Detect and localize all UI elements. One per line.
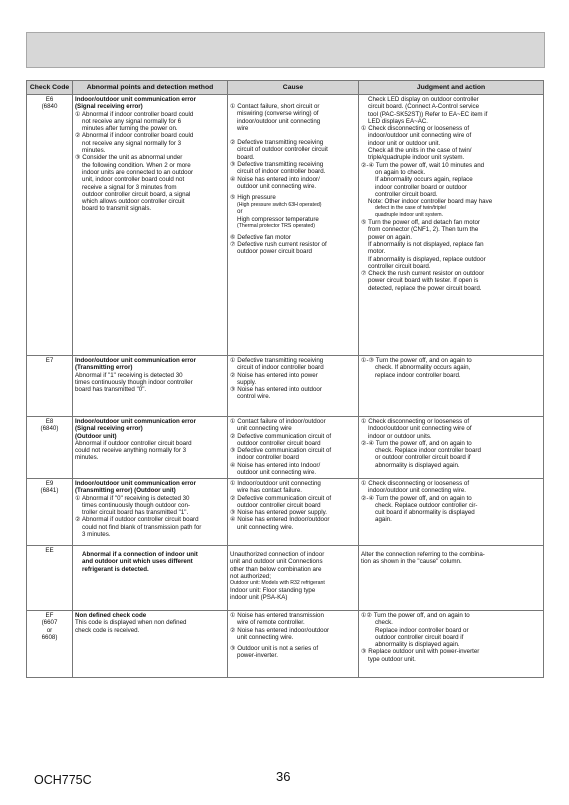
text-line: wire has contact failure.	[237, 487, 302, 495]
text-line: or	[237, 208, 243, 216]
text-line: circuit board. (Connect A-Control service	[368, 103, 480, 111]
text-line: circuit of indoor controller board	[237, 364, 324, 372]
text-line: indoor controller board or outdoor	[375, 183, 467, 191]
text-line: ② Abnormal if outdoor controller circuit board	[75, 516, 199, 524]
model-number: OCH775C	[34, 773, 92, 787]
check-code-text: (6607	[41, 619, 58, 627]
check-code-text: EE	[45, 547, 54, 554]
header-detection-method: Abnormal points and detection method	[73, 81, 228, 95]
text-line: minutes.	[75, 454, 99, 462]
check-code-text: E7	[45, 357, 54, 364]
text-line: refrigerant is detected.	[82, 565, 149, 573]
text-line: indoor or outdoor units.	[368, 432, 432, 440]
text-line: again.	[375, 516, 392, 524]
text-line: power-inverter.	[237, 652, 278, 660]
text-line: troller circuit board has transmitted "1".	[82, 509, 189, 517]
text-line: Check all the units in the case of twin/	[368, 147, 472, 155]
text-line: outdoor power circuit board	[237, 248, 312, 256]
detection-cell	[73, 356, 228, 417]
text-line: ① Check disconnecting or looseness of	[361, 480, 470, 487]
text-line: ②-④ Turn the power off, wait 10 minutes and	[361, 161, 485, 169]
check-code-text: or	[46, 626, 53, 634]
check-code-text: (6840	[41, 103, 58, 111]
action-cell	[359, 546, 544, 611]
text-line: triple/quadruple indoor unit system.	[368, 154, 465, 162]
table-row	[27, 356, 544, 417]
text-line: unit connecting wire	[237, 425, 292, 433]
text-line: outdoor unit connecting wire.	[237, 469, 317, 477]
table-row	[27, 95, 544, 356]
text-line: tool (PAC-SK52ST)) Refer to EA~EC item if	[368, 110, 488, 118]
text-line: receive a signal for 3 minutes from	[82, 183, 177, 191]
text-line: ⑦ Defective rush current resistor of	[230, 241, 327, 249]
text-line: ① Defective transmitting receiving	[230, 357, 324, 364]
text-line: replace indoor controller board.	[375, 371, 461, 379]
text-line: ③ Defective communication circuit of	[230, 447, 332, 455]
text-line: wire of remote controller.	[237, 619, 305, 627]
table-row	[27, 479, 544, 546]
text-line: cuit board if abnormality is displayed	[375, 509, 475, 517]
check-code-text: 6608)	[41, 633, 58, 641]
text-line: not receive any signal normally for 6	[82, 117, 182, 125]
text-line: controller circuit board.	[375, 190, 438, 198]
text-line: miswiring (converse wiring) of	[237, 110, 319, 118]
text-line: which allows outdoor controller circuit	[82, 198, 185, 206]
header-cause: Cause	[228, 81, 359, 95]
detection-cell	[73, 95, 228, 356]
text-line: ① Indoor/outdoor unit connecting	[230, 480, 321, 487]
text-line: unit connecting wire.	[237, 523, 294, 531]
cause-cell	[228, 95, 359, 356]
text-line: 3 minutes.	[82, 531, 111, 539]
page-number: 36	[276, 769, 291, 784]
text-line: ② Noise has entered indoor/outdoor	[230, 626, 330, 634]
text-line: (Thermal protector TRS operated)	[237, 222, 316, 229]
text-line: ③ Defective transmitting receiving	[230, 161, 324, 169]
text-line: Note: Other indoor controller board may have	[368, 198, 493, 206]
text-line: Indoor/outdoor unit communication error	[75, 96, 196, 103]
text-line: ② Abnormal if indoor controller board could	[75, 132, 194, 140]
cause-cell	[228, 611, 359, 678]
text-line: If abnormality is displayed, replace outdoor	[368, 255, 486, 263]
text-line: ① Check disconnecting or looseness of	[361, 125, 470, 133]
text-line: ① Check disconnecting or looseness of	[361, 418, 470, 425]
text-line: check. Replace outdoor controller cir-	[375, 501, 478, 509]
action-cell	[359, 356, 544, 417]
text-line: on again to check.	[375, 168, 426, 176]
table-row	[27, 417, 544, 479]
text-line: check. If abnormality occurs again,	[375, 364, 471, 372]
check-code-cell	[27, 546, 73, 611]
text-line: board to transmit signals.	[82, 205, 152, 213]
text-line: could not receive anything normally for 3	[75, 447, 187, 455]
text-line: ① Abnormal if indoor controller board could	[75, 110, 194, 118]
text-line: outdoor controller circuit board if	[375, 633, 464, 641]
text-line: check.	[375, 619, 393, 627]
text-line: indoor unit (PSA-KA)	[230, 594, 288, 602]
text-line: quadruple indoor unit system.	[375, 212, 444, 219]
text-line: board has transmitted "0".	[75, 386, 147, 394]
text-line: supply.	[237, 378, 257, 386]
text-line: power on again.	[368, 233, 413, 241]
text-line: not receive any signal normally for 3	[82, 139, 182, 147]
text-line: check. Replace indoor controller board	[375, 447, 481, 455]
text-line: ②-④ Turn the power off, and on again to	[361, 439, 472, 447]
text-line: (High pressure switch 63H operated)	[237, 201, 322, 208]
text-line: ⑦ Check the rush current resistor on outdoor	[361, 270, 485, 278]
text-line: If abnormality occurs again, replace	[375, 176, 473, 184]
table-row	[27, 546, 544, 611]
text-line: type outdoor unit.	[368, 655, 416, 663]
text-line: ① Abnormal if "0" receiving is detected 30	[75, 494, 190, 502]
text-line: circuit of indoor controller board.	[237, 168, 326, 176]
text-line: ② Noise has entered into power	[230, 371, 318, 379]
action-cell	[359, 95, 544, 356]
text-line: (Transmitting error) (Outdoor unit)	[75, 487, 176, 495]
check-code-cell	[27, 479, 73, 546]
detection-cell	[73, 479, 228, 546]
text-line: times continuously though outdoor con-	[82, 501, 191, 509]
text-line: control wire.	[237, 393, 271, 401]
text-line: ⑤ Turn the power off, and detach fan motor	[361, 219, 480, 227]
header-judgment-action: Judgment and action	[359, 81, 544, 95]
text-line: ①-③ Turn the power off, and on again to	[361, 357, 472, 364]
text-line: indoor units are connected to an outdoor	[82, 168, 194, 176]
check-code-text: (6840)	[40, 425, 59, 433]
text-line: other than below combination are	[230, 565, 322, 573]
text-line: (Signal receiving error)	[75, 103, 143, 111]
check-code-cell	[27, 611, 73, 678]
text-line: Indoor/outdoor unit communication error	[75, 480, 196, 487]
text-line: outdoor controller circuit board	[237, 439, 321, 447]
text-line: ②-④ Turn the power off, and on again to	[361, 494, 472, 502]
text-line: ④ Noise has entered into indoor/	[230, 175, 320, 183]
text-line: outdoor unit connecting wire.	[237, 182, 317, 190]
text-line: ② Defective transmitting receiving	[230, 139, 324, 147]
text-line: Indoor/outdoor unit connecting wire of	[368, 425, 472, 433]
text-line: ③ Consider the unit as abnormal under	[75, 154, 183, 162]
text-line: Unauthorized connection of indoor	[230, 551, 325, 558]
text-line: abnormality is displayed again.	[375, 641, 460, 649]
text-line: times continuously though indoor controller	[75, 378, 193, 386]
cause-cell	[228, 417, 359, 479]
text-line: ③ Noise has entered power supply.	[230, 509, 327, 517]
text-line: ⑥ Defective fan motor	[230, 233, 291, 241]
check-code-cell	[27, 95, 73, 356]
text-line: Non defined check code	[75, 612, 147, 619]
cause-cell	[228, 546, 359, 611]
text-line: could not find blank of transmission path for	[82, 523, 202, 531]
text-line: ① Noise has entered transmission	[230, 612, 324, 619]
text-line: ④ Noise has entered into Indoor/	[230, 461, 321, 469]
text-line: If abnormality is not displayed, replace fan	[368, 240, 484, 248]
check-code-text: E9	[45, 480, 54, 487]
text-line: Alter the connection referring to the combina-	[361, 551, 485, 558]
text-line: (Signal receiving error)	[75, 425, 143, 433]
text-line: Abnormal if "1" receiving is detected 30	[75, 371, 183, 379]
check-code-table	[26, 80, 544, 678]
text-line: power circuit board with tester. If open is	[368, 277, 479, 285]
text-line: Indoor unit: Floor standing type	[230, 586, 316, 594]
text-line: ③ Outdoor unit is not a series of	[230, 645, 319, 653]
text-line: check code is received.	[75, 626, 140, 634]
action-cell	[359, 479, 544, 546]
text-line: from connector (CNF1, 2). Then turn the	[368, 226, 479, 234]
text-line: minutes after turning the power on.	[82, 125, 178, 133]
text-line: or outdoor controller circuit board if	[375, 454, 471, 462]
check-code-text: EF	[45, 612, 54, 619]
text-line: ⑤ High pressure	[230, 194, 276, 202]
text-line: outdoor controller circuit board	[237, 501, 321, 509]
check-code-text: (6841)	[40, 487, 59, 495]
text-line: circuit of outdoor controller circuit	[237, 146, 328, 154]
text-line: Indoor/outdoor unit communication error	[75, 418, 196, 425]
text-line: unit and outdoor unit Connections	[230, 558, 323, 566]
text-line: High compressor temperature	[237, 215, 319, 223]
header-check-code: Check Code	[27, 81, 73, 95]
text-line: ①② Turn the power off, and on again to	[361, 612, 470, 619]
text-line: indoor/outdoor unit connecting	[237, 117, 321, 125]
text-line: This code is displayed when non defined	[75, 619, 187, 627]
text-line: defect in the case of twin/triple/	[375, 205, 447, 212]
text-line: outdoor controller circuit board, a signal	[82, 190, 191, 198]
text-line: detected, replace the power circuit board.	[368, 284, 482, 292]
header-band	[26, 32, 545, 68]
check-code-text: E8	[45, 418, 54, 425]
check-code-text: E6	[45, 96, 54, 103]
cause-cell	[228, 479, 359, 546]
action-cell	[359, 611, 544, 678]
spacer	[230, 96, 356, 103]
text-line: (Transmitting error)	[75, 364, 133, 372]
detection-cell	[73, 611, 228, 678]
table-row	[27, 611, 544, 678]
text-line: unit, indoor controller board could not	[82, 176, 185, 184]
table-header-row	[27, 81, 544, 95]
check-code-cell	[27, 356, 73, 417]
cause-cell	[228, 356, 359, 417]
text-line: indoor/outdoor unit connecting wire.	[368, 487, 467, 495]
text-line: motor.	[368, 248, 386, 256]
text-line: and outdoor unit which uses different	[82, 558, 193, 566]
text-line: Abnormal if outdoor controller circuit board	[75, 439, 192, 447]
text-line: ③ Noise has entered into outdoor	[230, 386, 322, 394]
text-line: Indoor/outdoor unit communication error	[75, 357, 196, 364]
detection-cell	[73, 417, 228, 479]
text-line: controller circuit board.	[368, 262, 431, 270]
text-line: Outdoor unit: Models with R32 refrigerant	[230, 580, 325, 587]
text-line: Replace indoor controller board or	[375, 626, 469, 634]
text-line: ① Contact failure, short circuit or	[230, 103, 320, 110]
text-line: LED displays EA~AC.	[368, 117, 429, 125]
text-line: ② Defective communication circuit of	[230, 494, 332, 502]
text-line: ③ Replace outdoor unit with power-inverter	[361, 648, 480, 656]
text-line: wire	[237, 124, 249, 132]
text-line: Abnormal if a connection of indoor unit	[82, 551, 198, 558]
text-line: minutes.	[82, 147, 106, 155]
text-line: Check LED display on outdoor controller	[368, 96, 479, 103]
text-line: indoor/outdoor unit connecting wire of	[368, 132, 472, 140]
text-line: (Outdoor unit)	[75, 432, 117, 440]
action-cell	[359, 417, 544, 479]
text-line: the following condition. When 2 or more	[82, 161, 191, 169]
text-line: board.	[237, 153, 255, 161]
text-line: not authorized;	[230, 572, 271, 580]
text-line: abnormality is displayed again.	[375, 461, 460, 469]
text-line: tion as shown in the "cause" column.	[361, 558, 462, 566]
spacer	[230, 132, 356, 139]
check-code-cell	[27, 417, 73, 479]
detection-cell	[73, 546, 228, 611]
text-line: unit connecting wire.	[237, 633, 294, 641]
text-line: ② Defective communication circuit of	[230, 432, 332, 440]
text-line: indoor unit or outdoor unit.	[368, 139, 441, 147]
text-line: ④ Noise has entered Indoor/outdoor	[230, 516, 330, 524]
text-line: ① Contact failure of indoor/outdoor	[230, 418, 326, 425]
text-line: indoor controller board	[237, 454, 299, 462]
